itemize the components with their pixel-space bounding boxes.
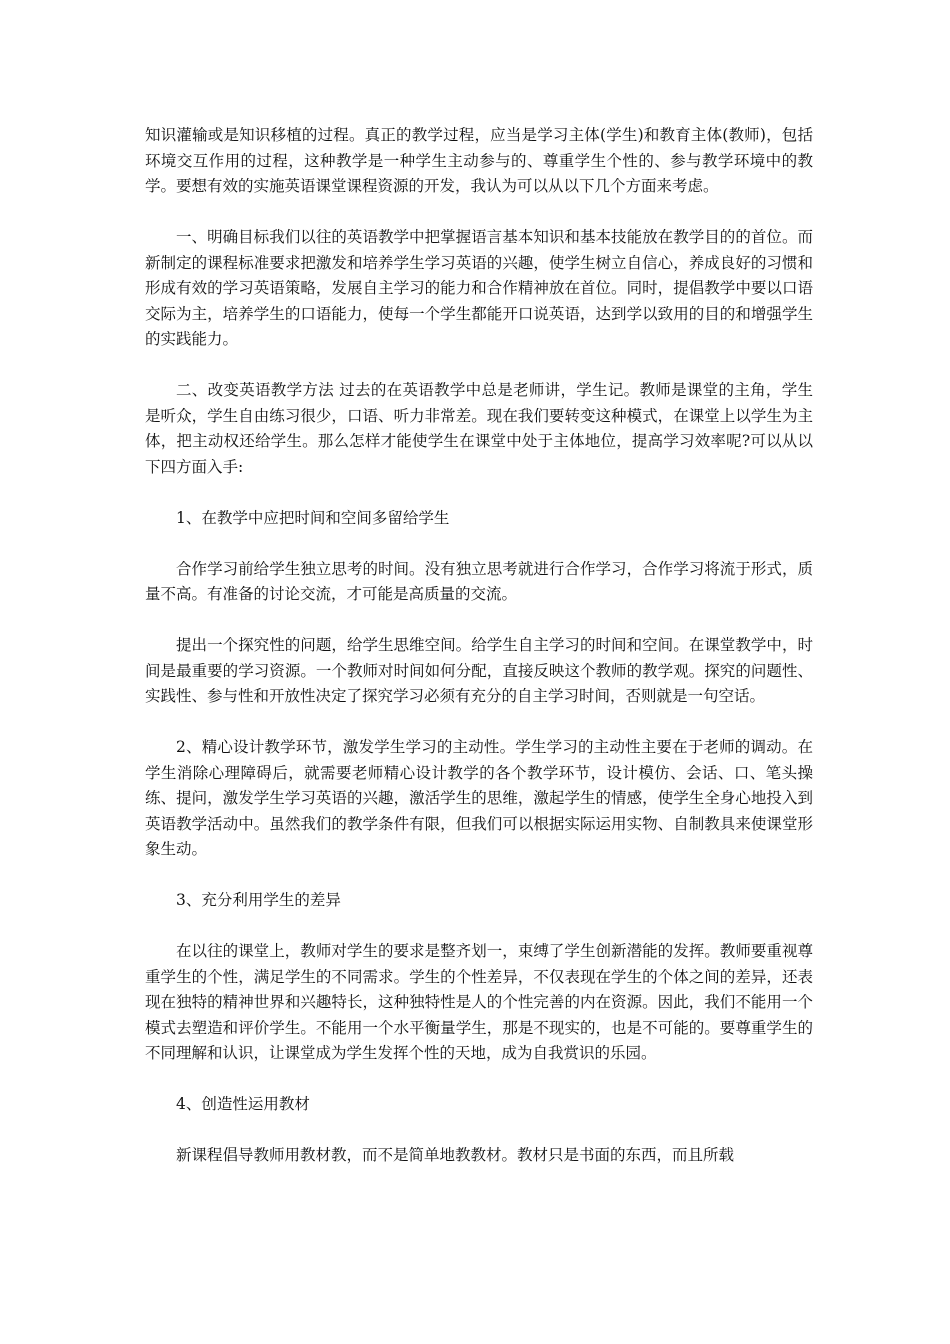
paragraph-new-curriculum: 新课程倡导教师用教材教，而不是简单地教教材。教材只是书面的东西，而且所载 xyxy=(176,1146,735,1164)
paragraph-student-individuality: 在以往的课堂上，教师对学生的要求是整齐划一，束缚了学生创新潜能的发挥。教师要重视尊重学生的个性，满足学生的不同需求。学生的个性差异，不仅表现在学生的个体之间的差异，还表现在独特的精神世界和兴趣特长，这种独特性是人的个性完善的内在资源。因此，我们不能用一个模式去塑造和评价学生。不能用一个水平衡量学生，那是不现实的，也是不可能的。要尊重学生的不同理解和认识，让课堂成为学生发挥个性的天地，成为自我赏识的乐园。 xyxy=(145,942,813,1062)
paragraph-section-1-goals: 一、明确目标我们以往的英语教学中把掌握语言基本知识和基本技能放在教学目的的首位。而新制定的课程标准要求把激发和培养学生学习英语的兴趣，使学生树立自信心，养成良好的习惯和形成有效的学习英语策略，发展自主学习的能力和合作精神放在首位。同时，提倡教学中要以口语交际为主，培养学生的口语能力，使每一个学生都能开口说英语，达到学以致用的目的和增强学生的实践能力。 xyxy=(145,228,813,348)
subheading-1-time-space: 1、在教学中应把时间和空间多留给学生 xyxy=(176,508,450,527)
paragraph-section-2-methods: 二、改变英语教学方法 过去的在英语教学中总是老师讲，学生记。教师是课堂的主角，学生是听众，学生自由练习很少，口语、听力非常差。现在我们要转变这种模式，在课堂上以学生为主体，把主动权还给学生。那么怎样才能使学生在课堂中处于主体地位，提高学习效率呢?可以从以下四方面入手: xyxy=(145,381,813,476)
subheading-4-textbook: 4、创造性运用教材 xyxy=(176,1095,310,1113)
paragraph-independent-thinking: 合作学习前给学生独立思考的时间。没有独立思考就进行合作学习，合作学习将流于形式，质量不高。有准备的讨论交流，才可能是高质量的交流。 xyxy=(145,559,813,603)
paragraph-intro-continued: 知识灌输或是知识移植的过程。真正的教学过程，应当是学习主体(学生)和教育主体(教师)，包括环境交互作用的过程，这种教学是一种学生主动参与的、尊重学生个性的、参与教学环境中的教学。要想有效的实施英语课堂课程资源的开发，我认为可以从以下几个方面来考虑。 xyxy=(145,126,813,195)
subheading-3-differences: 3、充分利用学生的差异 xyxy=(176,891,341,909)
document-body xyxy=(145,123,813,1194)
paragraph-inquiry-question: 提出一个探究性的问题，给学生思维空间。给学生自主学习的时间和空间。在课堂教学中，时间是最重要的学习资源。一个教师对时间如何分配，直接反映这个教师的教学观。探究的问题性、实践性、参与性和开放性决定了探究学习必须有充分的自主学习时间，否则就是一句空话。 xyxy=(145,636,813,705)
paragraph-2-design-steps: 2、精心设计教学环节，激发学生学习的主动性。学生学习的主动性主要在于老师的调动。在学生消除心理障碍后，就需要老师精心设计教学的各个教学环节，设计模仿、会话、口、笔头操练、提问，激发学生学习英语的兴趣，激活学生的思维，激起学生的情感，使学生全身心地投入到英语教学活动中。虽然我们的教学条件有限，但我们可以根据实际运用实物、自制教具来使课堂形象生动。 xyxy=(145,738,813,858)
